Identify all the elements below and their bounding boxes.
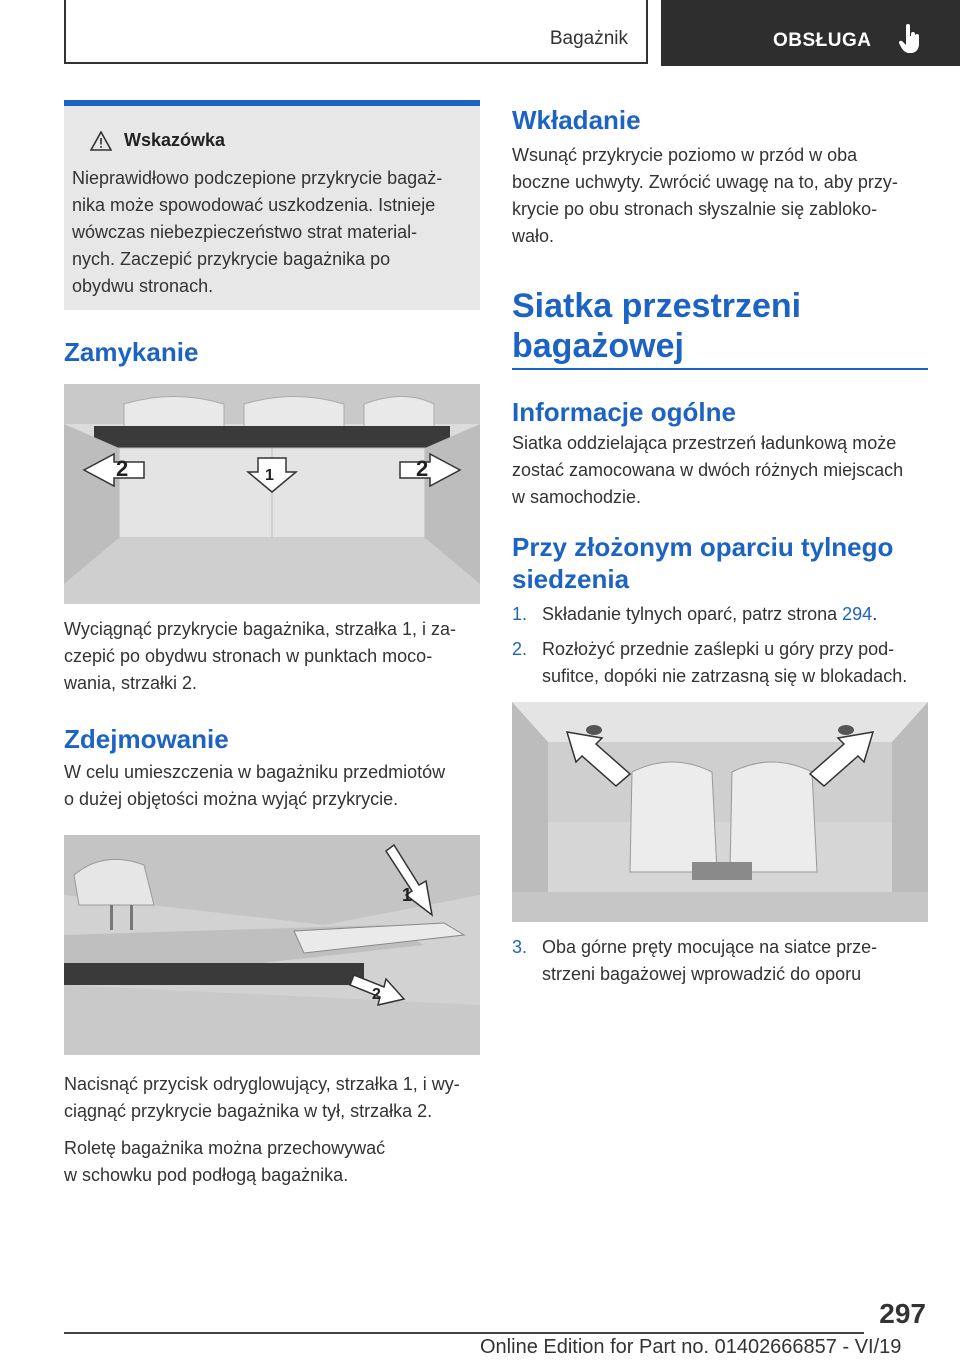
title-line: bagażowej: [512, 327, 684, 365]
closing-text: [64, 616, 480, 697]
text-line: krycie po obu stronach słyszalnie się zabloko-: [512, 199, 878, 219]
steps-list-continued: [512, 934, 928, 988]
notice-line: nika może spowodować uszkodzenia. Istnieje: [72, 195, 436, 215]
arrow-label: 2: [372, 986, 381, 1003]
notice-header: [72, 130, 472, 151]
text-line: boczne uchwyty. Zwrócić uwagę na to, aby przy-: [512, 172, 898, 192]
notice-line: nych. Zaczepić przykrycie bagażnika po: [72, 249, 391, 269]
net-figure: [512, 702, 928, 922]
footer-edition: Online Edition for Part no. 01402666857 - VI/19: [480, 1336, 902, 1358]
general-info-heading: Informacje ogólne: [512, 397, 736, 427]
text-line: Oba górne pręty mocujące na siatce prze-: [542, 937, 878, 957]
text-line: Nacisnąć przycisk odryglowujący, strzałka 1, i wy-: [64, 1074, 460, 1094]
heading-line: Przy złożonym oparciu tylnego: [512, 532, 894, 562]
text-line: sufitce, dopóki nie zatrzasną się w blokadach.: [542, 666, 908, 686]
inserting-text: [512, 142, 928, 250]
title-underline: [512, 368, 928, 370]
text-line: strzeni bagażowej wprowadzić do oporu: [542, 964, 862, 984]
text-line: W celu umieszczenia w bagażniku przedmiotów: [64, 762, 446, 782]
title-line: Siatka przestrzeni: [512, 287, 802, 325]
text-line: w schowku pod podłogą bagażnika.: [64, 1165, 349, 1185]
trunk-cover-closing-illustration: [64, 384, 480, 604]
step-text: [542, 636, 907, 690]
text-line: Siatka oddzielająca przestrzeń ładunkową może: [512, 433, 897, 453]
text-line: czepić po obydwu stronach w punktach moco-: [64, 646, 433, 666]
arrow-label: 1: [402, 885, 413, 905]
chapter-tab-label: OBSŁUGA: [773, 30, 872, 51]
left-column: [64, 100, 480, 1189]
removing-text-1: [64, 1071, 480, 1125]
text-line: wania, strzałki 2.: [64, 673, 198, 693]
step-number: 2.: [512, 639, 528, 659]
notice-box: [64, 100, 480, 310]
step-text: [542, 934, 877, 988]
closing-figure: [64, 384, 480, 604]
arrow-label: 2: [416, 456, 429, 481]
closing-heading: Zamykanie: [64, 337, 199, 367]
footer-rule: [64, 1332, 864, 1334]
step-text-part: Składanie tylnych oparć, patrz strona: [542, 604, 843, 624]
step-number: 1.: [512, 604, 528, 624]
step-number: 3.: [512, 937, 528, 957]
step-item: [512, 934, 928, 988]
arrow-label: 2: [116, 456, 129, 481]
arrow-label: 1: [265, 467, 274, 484]
notice-line: wówczas niebezpieczeństwo strat material-: [72, 222, 418, 242]
chapter-title: [512, 286, 928, 366]
step-text-part: .: [872, 604, 878, 624]
inserting-heading: Wkładanie: [512, 105, 641, 135]
warning-triangle-icon: [90, 131, 112, 151]
page-link[interactable]: 294: [842, 604, 873, 624]
header-section-box: [64, 0, 648, 64]
removing-figure: [64, 835, 480, 1055]
cargo-net-illustration: [512, 702, 928, 922]
removing-text-2: [64, 1135, 480, 1189]
notice-text: [72, 165, 472, 300]
text-line: Roletę bagażnika można przechowywać: [64, 1138, 386, 1158]
removing-heading: Zdejmowanie: [64, 724, 229, 754]
general-info-text: [512, 430, 928, 511]
right-column: [512, 100, 928, 996]
notice-title: Wskazówka: [124, 130, 226, 150]
text-line: ciągnąć przykrycie bagażnika w tył, strzałka 2.: [64, 1101, 433, 1121]
text-line: wało.: [512, 226, 555, 246]
heading-line: siedzenia: [512, 564, 630, 594]
chapter-tab: [661, 0, 960, 66]
notice-line: Nieprawidłowo podczepione przykrycie bagaż-: [72, 168, 443, 188]
text-line: w samochodzie.: [512, 487, 642, 507]
step-text: [542, 601, 877, 628]
text-line: zostać zamocowana w dwóch różnych miejscach: [512, 460, 904, 480]
notice-line: obydwu stronach.: [72, 276, 214, 296]
removing-intro: [64, 759, 480, 813]
text-line: Wyciągnąć przykrycie bagażnika, strzałka 1, i za-: [64, 619, 456, 639]
text-line: o dużej objętości można wyjąć przykrycie.: [64, 789, 399, 809]
hand-pointer-icon: [899, 24, 921, 54]
step-item: [512, 601, 928, 628]
step-item: [512, 636, 928, 690]
text-line: Wsunąć przykrycie poziomo w przód w oba: [512, 145, 858, 165]
folded-seat-heading: [512, 531, 928, 595]
section-title: Bagażnik: [549, 28, 628, 49]
steps-list: [512, 601, 928, 690]
page-number: 297: [879, 1298, 926, 1329]
trunk-cover-removing-illustration: [64, 835, 480, 1055]
text-line: Rozłożyć przednie zaślepki u góry przy pod-: [542, 639, 895, 659]
